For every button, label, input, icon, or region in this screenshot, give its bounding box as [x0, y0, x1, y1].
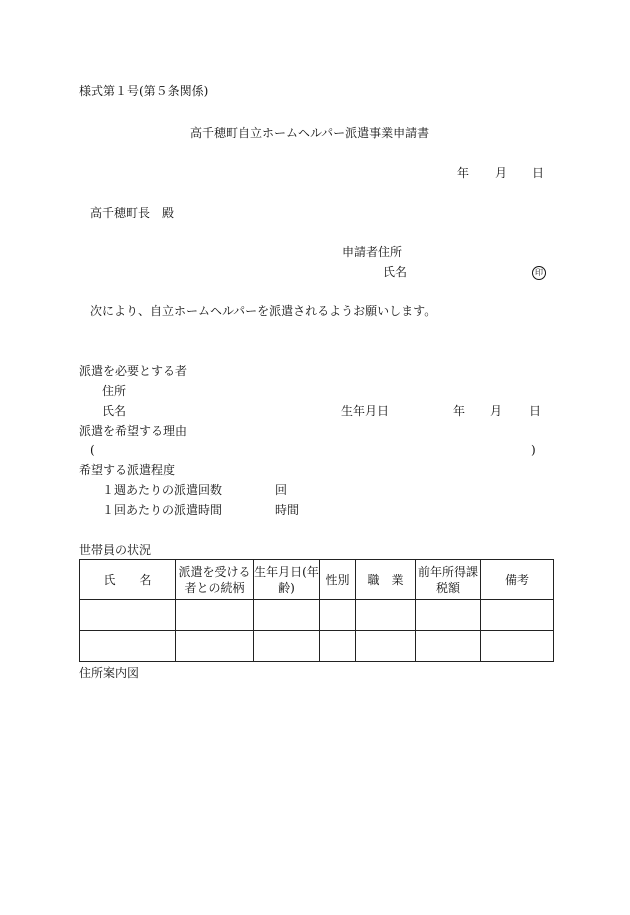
table-cell[interactable] — [356, 600, 416, 631]
date-year-label: 年 — [457, 166, 470, 180]
table-cell[interactable] — [176, 600, 254, 631]
date-day-label: 日 — [532, 166, 545, 180]
seal-icon: 印 — [532, 264, 546, 280]
person-birth-year: 年 — [453, 404, 466, 418]
column-header-relationship: 派遣を受ける者との続柄 — [176, 560, 254, 600]
person-birth-day: 日 — [529, 404, 542, 418]
table-cell[interactable] — [80, 631, 176, 662]
table-cell[interactable] — [176, 631, 254, 662]
weekly-visits-unit: 回 — [275, 483, 288, 497]
column-header-income-tax: 前年所得課税額 — [416, 560, 481, 600]
table-row — [80, 600, 554, 631]
column-header-birthdate-age: 生年月日(年 齢) — [254, 560, 320, 600]
reason-close-paren: ) — [531, 443, 536, 457]
column-header-name: 氏 名 — [80, 560, 176, 600]
applicant-address-label: 申請者住所 — [342, 245, 403, 259]
table-cell[interactable] — [481, 600, 554, 631]
reason-open-paren: ( — [90, 443, 95, 457]
person-heading: 派遣を必要とする者 — [79, 364, 188, 378]
table-cell[interactable] — [320, 631, 356, 662]
table-cell[interactable] — [254, 631, 320, 662]
visit-hours-label: １回あたりの派遣時間 — [102, 503, 223, 517]
household-heading: 世帯員の状況 — [79, 543, 152, 557]
table-cell[interactable] — [254, 600, 320, 631]
date-month-label: 月 — [495, 166, 508, 180]
request-text: 次により、自立ホームヘルパーを派遣されるようお願いします。 — [90, 304, 437, 318]
column-header-occupation: 職 業 — [356, 560, 416, 600]
table-cell[interactable] — [416, 631, 481, 662]
document-title: 高千穂町自立ホームヘルパー派遣事業申請書 — [190, 126, 430, 140]
reason-heading: 派遣を希望する理由 — [79, 424, 188, 438]
household-table — [79, 559, 554, 662]
person-birth-label: 生年月日 — [341, 404, 390, 418]
table-cell[interactable] — [416, 600, 481, 631]
weekly-visits-label: １週あたりの派遣回数 — [102, 483, 223, 497]
visit-hours-unit: 時間 — [275, 503, 300, 517]
person-name-label: 氏名 — [102, 404, 127, 418]
column-header-sex: 性別 — [320, 560, 356, 600]
form-number: 様式第１号(第５条関係) — [79, 84, 209, 98]
column-header-remarks: 備考 — [481, 560, 554, 600]
addressee: 高千穂町長 殿 — [90, 206, 175, 220]
table-cell[interactable] — [320, 600, 356, 631]
table-cell[interactable] — [80, 600, 176, 631]
person-birth-month: 月 — [490, 404, 503, 418]
degree-heading: 希望する派遣程度 — [79, 463, 176, 477]
applicant-name-label: 氏名 — [383, 265, 408, 279]
table-row — [80, 631, 554, 662]
table-cell[interactable] — [356, 631, 416, 662]
person-address-label: 住所 — [102, 384, 127, 398]
household-table-header — [80, 560, 554, 600]
table-cell[interactable] — [481, 631, 554, 662]
address-map-label: 住所案内図 — [79, 666, 140, 680]
